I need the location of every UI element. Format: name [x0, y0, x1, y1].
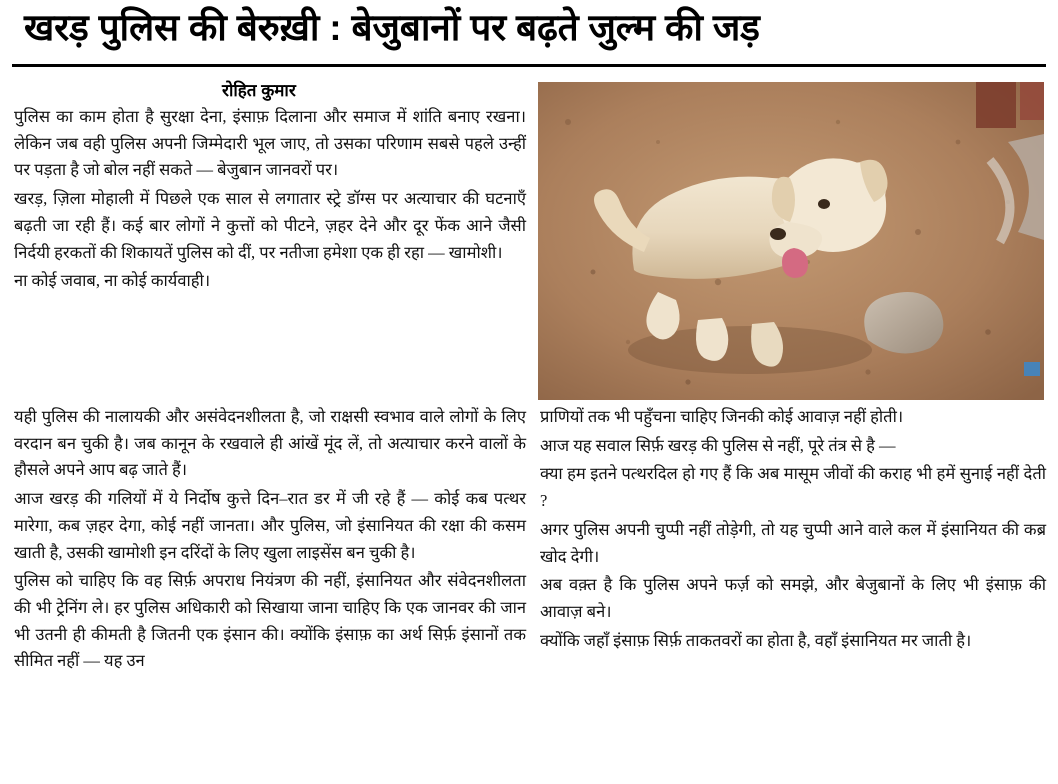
paragraph: आज यह सवाल सिर्फ़ खरड़ की पुलिस से नहीं, पूरे तंत्र से है —	[540, 435, 896, 455]
puppy-on-ground-image	[538, 82, 1044, 400]
paragraph: खरड़, ज़िला मोहाली में पिछले एक साल से लगातार स्ट्रे डॉग्स पर अत्याचार की घटनाएँ बढ़ती जा रही हैं। कई बार लोगों ने कुत्तों को पीटने, ज़हर देने और दूर फेंक आने जैसी निर्दयी हरकतों की शिकायतें पुलिस को दीं, पर नतीजा हमेशा एक ही रहा — खामोशी।	[14, 189, 526, 262]
paragraph: यही पुलिस की नालायकी और असंवेदनशीलता है, जो राक्षसी स्वभाव वाले लोगों के लिए वरदान बन चुकी है। जब कानून के रखवाले ही आंखें मूंद लें, तो अत्याचार करने वालों के हौसले अपने आप बढ़ जाते हैं।	[14, 407, 526, 480]
article-column-left-bottom	[14, 404, 526, 677]
page-title: खरड़ पुलिस की बेरुख़ी : बेजुबानों पर बढ़ते जुल्म की जड़	[24, 7, 760, 48]
paragraph: ना कोई जवाब, ना कोई कार्यवाही।	[14, 271, 211, 291]
paragraph: आज खरड़ की गलियों में ये निर्दोष कुत्ते दिन–रात डर में जी रहे हैं — कोई कब पत्थर मारेगा, कब ज़हर देगा, कोई नहीं जानता। और पुलिस, जो इंसानियत की रक्षा की कसम खाती है, उसकी खामोशी इन दरिंदों के लिए खुला लाइसेंस बन चुकी है।	[14, 489, 526, 562]
headline-container	[0, 0, 1058, 54]
article-column-left-top	[14, 104, 526, 297]
article-column-right	[540, 404, 1046, 656]
paragraph: क्या हम इतने पत्थरदिल हो गए हैं कि अब मासूम जीवों की कराह भी हमें सुनाई नहीं देती ?	[540, 464, 1046, 511]
paragraph: प्राणियों तक भी पहुँचना चाहिए जिनकी कोई आवाज़ नहीं होती।	[540, 407, 904, 426]
paragraph: अगर पुलिस अपनी चुप्पी नहीं तोड़ेगी, तो यह चुप्पी आने वाले कल में इंसानियत की कब्र खोद देगी।	[540, 519, 1046, 566]
paragraph: क्योंकि जहाँ इंसाफ़ सिर्फ़ ताकतवरों का होता है, वहाँ इंसानियत मर जाती है।	[540, 630, 972, 650]
paragraph: अब वक़्त है कि पुलिस अपने फर्ज़ को समझे, और बेजुबानों के लिए भी इंसाफ़ की आवाज़ बने।	[540, 575, 1046, 622]
headline-divider	[12, 64, 1046, 67]
paragraph: पुलिस को चाहिए कि वह सिर्फ़ अपराध नियंत्रण की नहीं, इंसानियत और संवेदनशीलता की भी ट्रेनिंग ले। हर पुलिस अधिकारी को सिखाया जाना चाहिए कि एक जानवर की जान भी उतनी ही कीमती है जितनी एक इंसान की। क्योंकि इंसाफ़ का अर्थ सिर्फ़ इंसानों तक सीमित नहीं — यह उन	[14, 571, 526, 671]
article-photo	[538, 82, 1044, 400]
paragraph: पुलिस का काम होता है सुरक्षा देना, इंसाफ़ दिलाना और समाज में शांति बनाए रखना। लेकिन जब वही पुलिस अपनी जिम्मेदारी भूल जाए, तो उसका परिणाम सबसे पहले उन्हीं पर पड़ता है जो बोल नहीं सकते — बेजुबान जानवरों पर।	[14, 107, 526, 180]
byline: रोहित कुमार	[222, 81, 296, 100]
